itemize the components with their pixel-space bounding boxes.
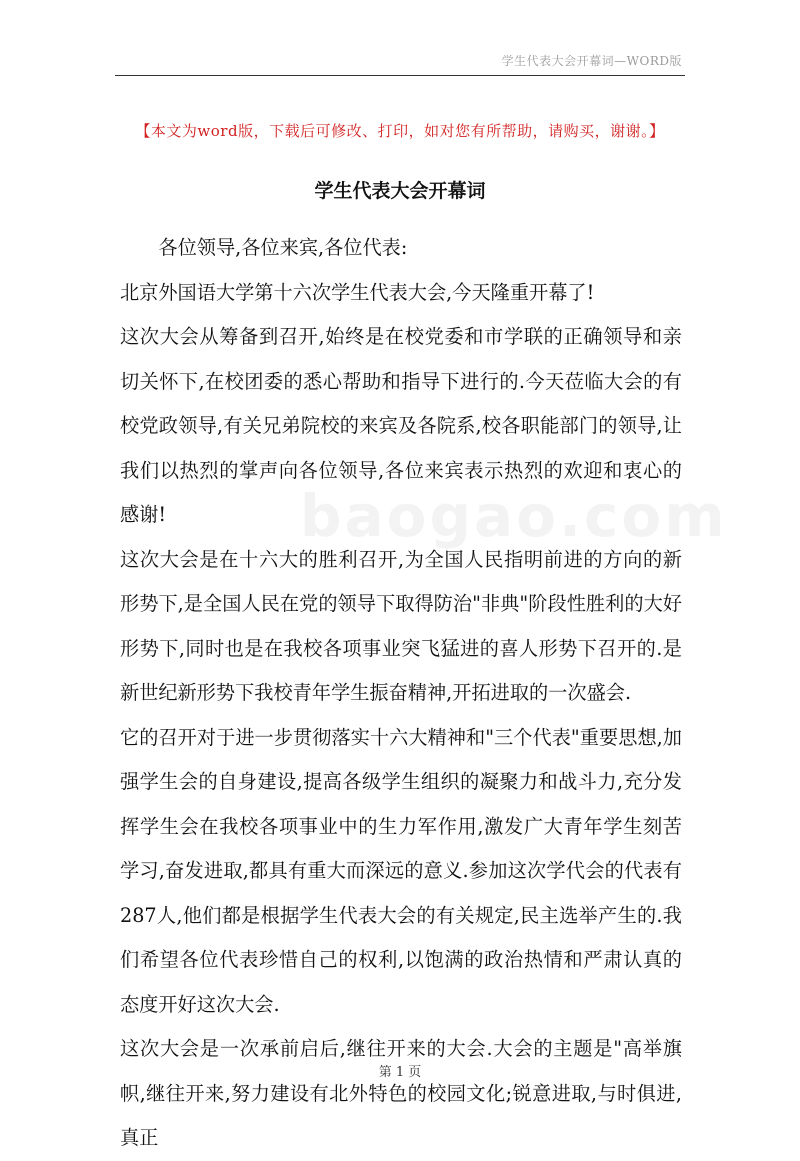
- download-notice: 【本文为word版，下载后可修改、打印，如对您有所帮助，请购买，谢谢。】: [135, 122, 665, 140]
- body-paragraph: 这次大会从筹备到召开,始终是在校党委和市学联的正确领导和亲切关怀下,在校团委的悉心帮助和指导下进行的.今天莅临大会的有校党政领导,有关兄弟院校的来宾及各院系,校各职能部门的领导,让我们以热烈的掌声向各位领导,各位来宾表示热烈的欢迎和衷心的感谢!: [120, 325, 682, 526]
- watermark: baogao.com: [300, 482, 728, 550]
- body-paragraph: 北京外国语大学第十六次学生代表大会,今天隆重开幕了!: [120, 280, 595, 304]
- document-title: 学生代表大会开幕词: [314, 180, 486, 202]
- body-paragraph: 它的召开对于进一步贯彻落实十六大精神和"三个代表"重要思想,加强学生会的自身建设,提高各级学生组织的凝聚力和战斗力,充分发挥学生会在我校各项事业中的生力军作用,激发广大青年学生刻苦学习,奋发进取,都具有重大而深远的意义.参加这次学代会的代表有287人,他们都是根据学生代表大会的有关规定,民主选举产生的.我们希望各位代表珍惜自己的权利,以饱满的政治热情和严肃认真的态度开好这次大会.: [120, 725, 682, 1016]
- page-header-title: 学生代表大会开幕词—WORD版: [501, 54, 682, 68]
- header-divider: [115, 75, 685, 76]
- salutation-paragraph: 各位领导,各位来宾,各位代表:: [158, 236, 408, 259]
- body-paragraph: 这次大会是在十六大的胜利召开,为全国人民指明前进的方向的新形势下,是全国人民在党的领导下取得防治"非典"阶段性胜利的大好形势下,同时也是在我校各项事业突飞猛进的喜人形势下召开的.是新世纪新形势下我校青年学生振奋精神,开拓进取的一次盛会.: [120, 547, 682, 704]
- document-body: [120, 226, 682, 1161]
- body-paragraph: 这次大会是一次承前启后,继往开来的大会.大会的主题是"高举旗帜,继往开来,努力建设有北外特色的校园文化;锐意进取,与时俱进,真正: [120, 1037, 682, 1149]
- page-number: 第 1 页: [378, 1065, 422, 1080]
